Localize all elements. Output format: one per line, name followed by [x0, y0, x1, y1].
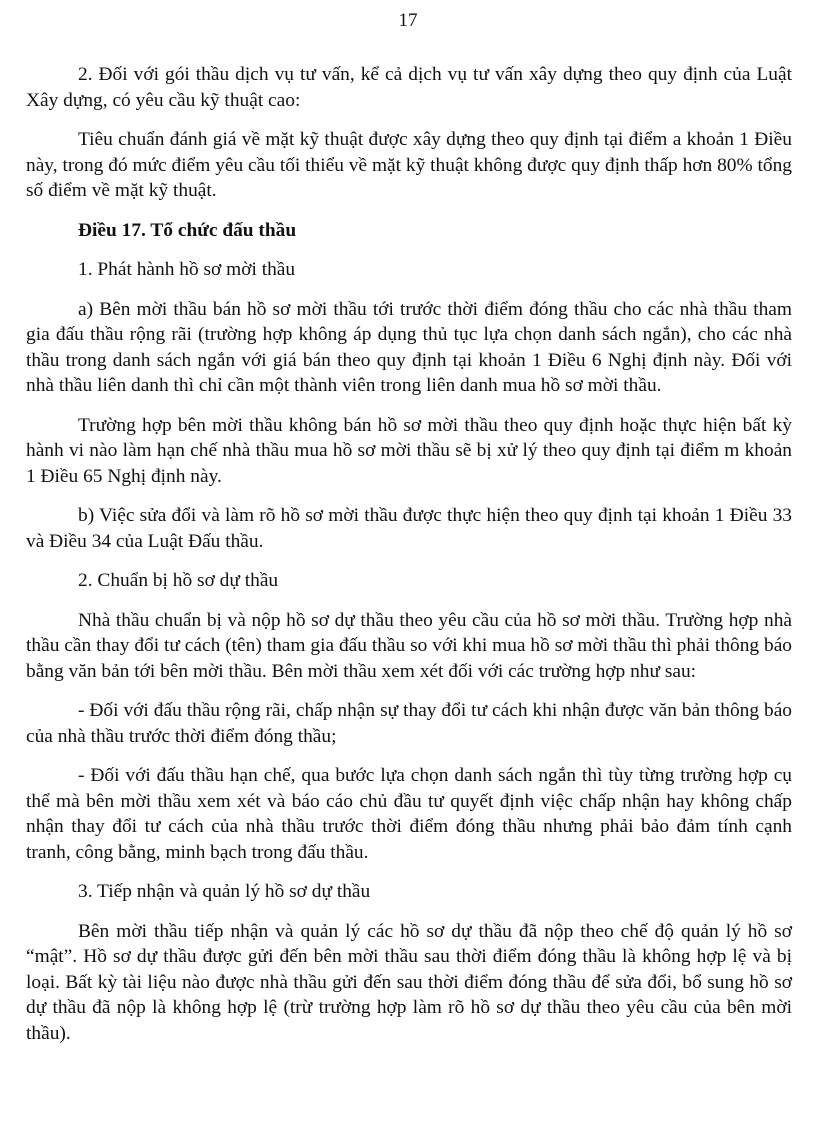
paragraph: - Đối với đấu thầu hạn chế, qua bước lựa chọn danh sách ngắn thì tùy từng trường hợp cụ thể mà bên mời thầu xem xét và báo cáo chủ đầu tư quyết định việc chấp nhận hay không chấp nhận thay đổi tư cách của nhà thầu trước thời điểm đóng thầu nhưng phải bảo đảm tính cạnh tranh, công bằng, minh bạch trong đấu thầu.	[26, 765, 792, 863]
paragraph: 2. Chuẩn bị hồ sơ dự thầu	[78, 570, 279, 591]
paragraph: Bên mời thầu tiếp nhận và quản lý các hồ sơ dự thầu đã nộp theo chế độ quản lý hồ sơ “mật”. Hồ sơ dự thầu được gửi đến bên mời thầu sau thời điểm đóng thầu là không hợp lệ và bị loại. Bất kỳ tài liệu nào được nhà thầu gửi đến sau thời điểm đóng thầu để sửa đổi, bổ sung hồ sơ dự thầu đã nộp là không hợp lệ (trừ trường hợp làm rõ hồ sơ dự thầu theo yêu cầu của bên mời thầu).	[26, 920, 792, 1044]
document-body	[26, 62, 792, 1060]
paragraph: - Đối với đấu thầu rộng rãi, chấp nhận sự thay đổi tư cách khi nhận được văn bản thông báo của nhà thầu trước thời điểm đóng thầu;	[26, 700, 792, 747]
paragraph: b) Việc sửa đổi và làm rõ hồ sơ mời thầu được thực hiện theo quy định tại khoản 1 Điều 33 và Điều 34 của Luật Đấu thầu.	[26, 505, 792, 552]
paragraph: Trường hợp bên mời thầu không bán hồ sơ mời thầu theo quy định hoặc thực hiện bất kỳ hành vi nào làm hạn chế nhà thầu mua hồ sơ mời thầu sẽ bị xử lý theo quy định tại điểm m khoản 1 Điều 65 Nghị định này.	[26, 414, 792, 487]
paragraph: 2. Đối với gói thầu dịch vụ tư vấn, kể cả dịch vụ tư vấn xây dựng theo quy định của Luật Xây dựng, có yêu cầu kỹ thuật cao:	[26, 64, 792, 111]
paragraph: Tiêu chuẩn đánh giá về mặt kỹ thuật được xây dựng theo quy định tại điểm a khoản 1 Điều này, trong đó mức điểm yêu cầu tối thiểu về mặt kỹ thuật không được quy định thấp hơn 80% tổng số điểm về mặt kỹ thuật.	[26, 129, 792, 201]
paragraph: 1. Phát hành hồ sơ mời thầu	[78, 259, 296, 280]
paragraph: a) Bên mời thầu bán hồ sơ mời thầu tới trước thời điểm đóng thầu cho các nhà thầu tham gia đấu thầu rộng rãi (trường hợp không áp dụng thủ tục lựa chọn danh sách ngắn), cho các nhà thầu trong danh sách ngắn với giá bán theo quy định tại khoản 1 Điều 6 Nghị định này. Đối với nhà thầu liên danh thì chỉ cần một thành viên trong liên danh mua hồ sơ mời thầu.	[26, 298, 792, 396]
page-number: 17	[398, 10, 418, 31]
paragraph: 3. Tiếp nhận và quản lý hồ sơ dự thầu	[78, 881, 371, 902]
article-heading: Điều 17. Tổ chức đấu thầu	[78, 219, 297, 241]
paragraph: Nhà thầu chuẩn bị và nộp hồ sơ dự thầu theo yêu cầu của hồ sơ mời thầu. Trường hợp nhà thầu cần thay đổi tư cách (tên) tham gia đấu thầu so với khi mua hồ sơ mời thầu thì phải thông báo bằng văn bản tới bên mời thầu. Bên mời thầu xem xét đối với các trường hợp như sau:	[26, 609, 792, 682]
